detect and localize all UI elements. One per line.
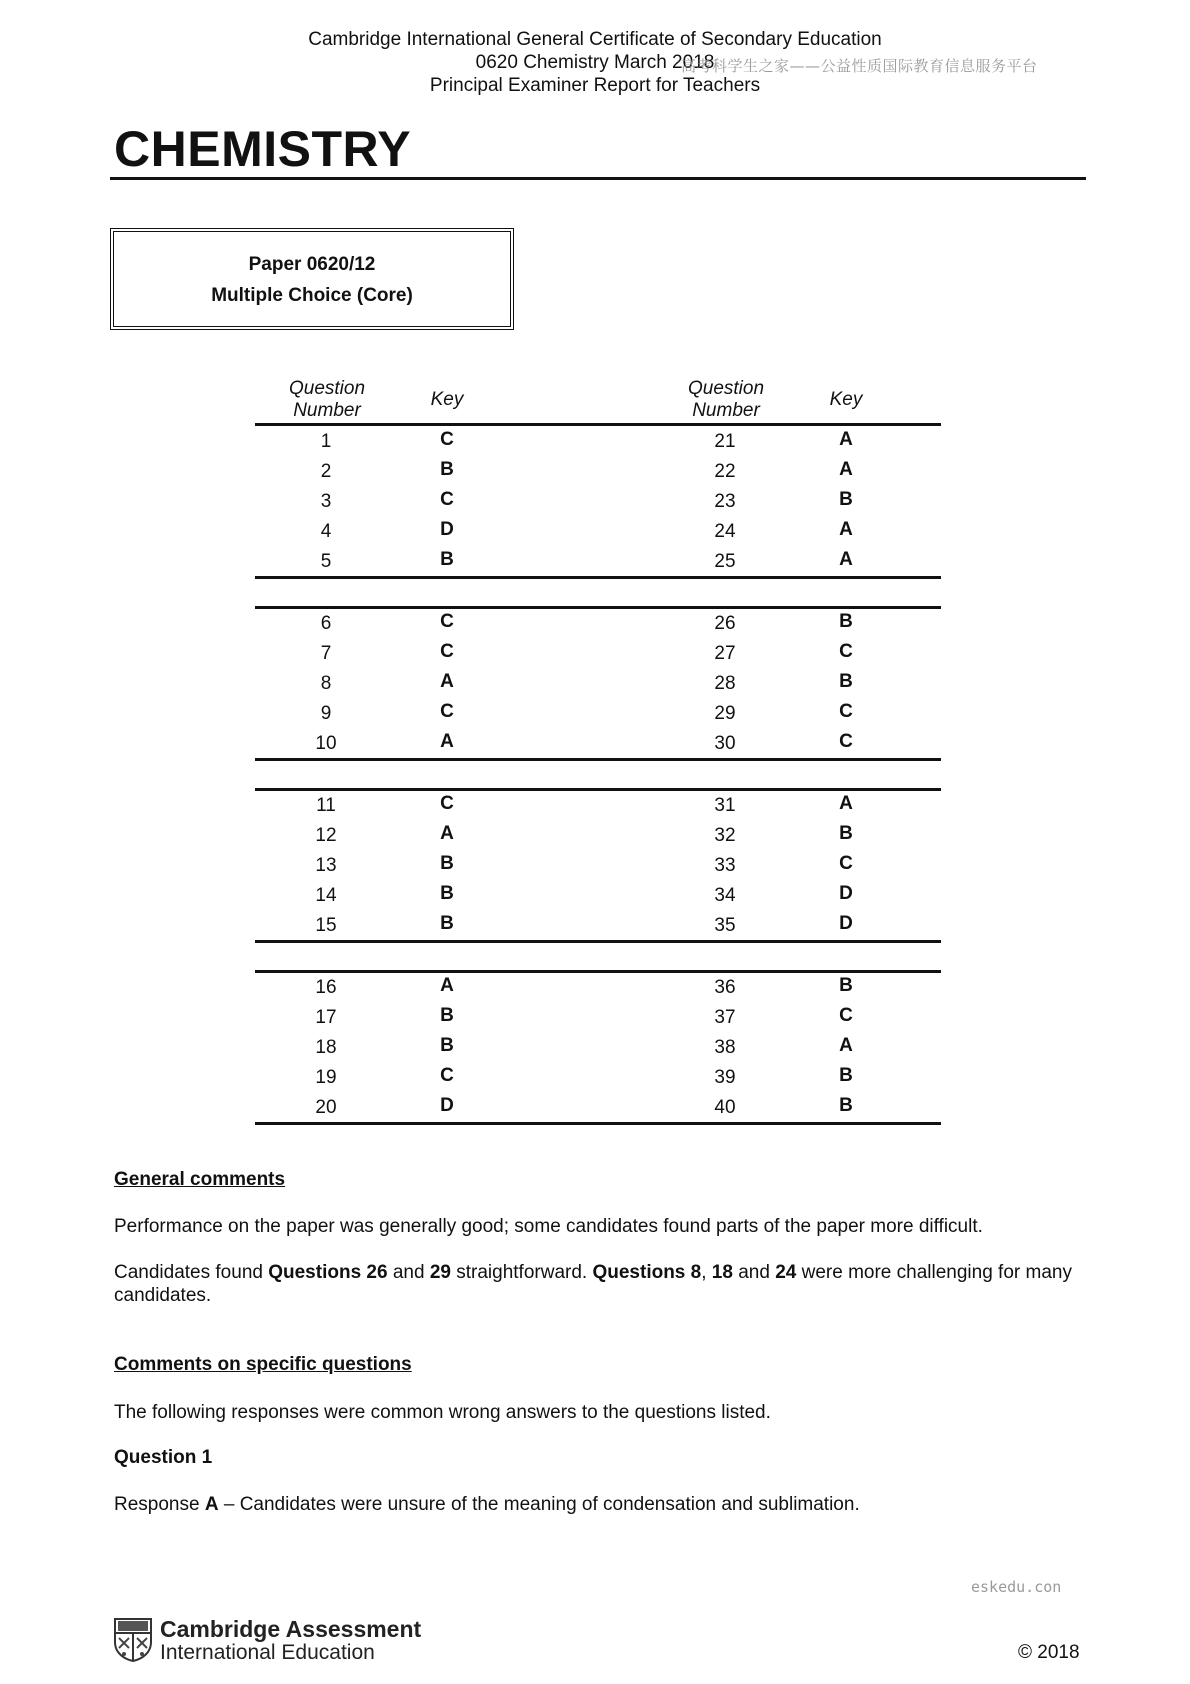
question-1-segment: A	[204, 1494, 219, 1515]
answer-key-34: D	[839, 883, 853, 904]
table-rule	[255, 788, 941, 791]
answer-key-39: B	[839, 1065, 853, 1086]
logo-line-1: Cambridge Assessment	[160, 1616, 422, 1642]
column-header-question-left: Question Number	[288, 378, 366, 421]
answer-key-11: C	[440, 793, 454, 814]
question-number-38: 38	[714, 1037, 736, 1058]
answer-key-27: C	[839, 641, 853, 662]
general-comments-segment: 18	[711, 1262, 733, 1283]
table-rule	[255, 606, 941, 609]
question-number-1: 1	[320, 431, 332, 452]
cambridge-crest-icon	[114, 1618, 152, 1662]
answer-key-33: C	[839, 853, 853, 874]
question-1-segment: – Candidates were unsure of the meaning of condensation and sublimation.	[218, 1494, 860, 1515]
paper-type: Multiple Choice (Core)	[211, 285, 413, 306]
answer-key-3: C	[440, 489, 454, 510]
answer-key-9: C	[440, 701, 454, 722]
question-number-18: 18	[315, 1037, 337, 1058]
footer-watermark: eskedu.con	[971, 1578, 1062, 1596]
question-number-7: 7	[320, 643, 332, 664]
question-number-33: 33	[714, 855, 736, 876]
answer-key-32: B	[839, 823, 853, 844]
question-number-14: 14	[315, 885, 337, 906]
answer-key-25: A	[839, 549, 853, 570]
answer-key-2: B	[440, 459, 454, 480]
answer-key-1: C	[440, 429, 454, 450]
question-1-segment: Response	[114, 1494, 205, 1515]
answer-key-7: C	[440, 641, 454, 662]
answer-key-16: A	[440, 975, 454, 996]
answer-key-13: B	[440, 853, 454, 874]
question-number-24: 24	[714, 521, 736, 542]
general-comments-para-1: Performance on the paper was generally good; some candidates found parts of the paper more difficult.	[114, 1216, 983, 1237]
question-number-32: 32	[714, 825, 736, 846]
question-number-3: 3	[320, 491, 332, 512]
general-comments-segment: ,	[701, 1262, 712, 1283]
question-number-8: 8	[320, 673, 332, 694]
question-number-16: 16	[315, 977, 337, 998]
answer-key-36: B	[839, 975, 853, 996]
paper-info-box	[110, 228, 514, 330]
answer-key-20: D	[440, 1095, 454, 1116]
column-header-key-right: Key	[829, 389, 863, 410]
answer-key-24: A	[839, 519, 853, 540]
question-number-22: 22	[714, 461, 736, 482]
question-number-23: 23	[714, 491, 736, 512]
answer-key-40: B	[839, 1095, 853, 1116]
answer-key-30: C	[839, 731, 853, 752]
header-line-1: Cambridge International General Certificate of Secondary Education	[308, 29, 882, 50]
answer-key-21: A	[839, 429, 853, 450]
specific-comments-intro: The following responses were common wrong answers to the questions listed.	[114, 1402, 771, 1423]
general-comments-segment: straightforward.	[450, 1262, 593, 1283]
question-number-15: 15	[315, 915, 337, 936]
title-divider	[110, 177, 1086, 180]
column-header-question-right: Question Number	[687, 378, 765, 421]
header-line-2: 0620 Chemistry March 2018	[475, 52, 715, 73]
answer-key-10: A	[440, 731, 454, 752]
answer-key-38: A	[839, 1035, 853, 1056]
general-comments-segment: 24	[775, 1262, 797, 1283]
table-rule	[255, 423, 941, 426]
question-number-2: 2	[320, 461, 332, 482]
answer-key-31: A	[839, 793, 853, 814]
question-number-34: 34	[714, 885, 736, 906]
question-number-19: 19	[315, 1067, 337, 1088]
table-rule	[255, 1122, 941, 1125]
answer-key-4: D	[440, 519, 454, 540]
header-watermark: 高考科学生之家——公益性质国际教育信息服务平台	[681, 57, 1038, 75]
question-number-31: 31	[714, 795, 736, 816]
answer-key-8: A	[440, 671, 454, 692]
table-rule	[255, 940, 941, 943]
logo-line-2: International Education	[160, 1641, 375, 1664]
answer-key-22: A	[839, 459, 853, 480]
question-number-20: 20	[315, 1097, 337, 1118]
answer-key-15: B	[440, 913, 454, 934]
question-number-35: 35	[714, 915, 736, 936]
question-number-21: 21	[714, 431, 736, 452]
table-rule	[255, 576, 941, 579]
general-comments-heading: General comments	[114, 1169, 286, 1190]
general-comments-segment: Candidates found	[114, 1262, 269, 1283]
question-number-25: 25	[714, 551, 736, 572]
question-number-11: 11	[316, 795, 336, 816]
table-rule	[255, 758, 941, 761]
question-number-10: 10	[315, 733, 337, 754]
paper-code: Paper 0620/12	[248, 254, 376, 275]
answer-key-37: C	[839, 1005, 853, 1026]
general-comments-segment: and	[732, 1262, 776, 1283]
question-number-5: 5	[320, 551, 332, 572]
question-number-26: 26	[714, 613, 736, 634]
page-title: CHEMISTRY	[114, 121, 412, 177]
answer-key-5: B	[440, 549, 454, 570]
copyright: © 2018	[1018, 1642, 1080, 1663]
answer-key-23: B	[839, 489, 853, 510]
specific-comments-heading: Comments on specific questions	[114, 1354, 412, 1375]
question-number-4: 4	[320, 521, 332, 542]
general-comments-segment: Questions 26	[268, 1262, 388, 1283]
answer-key-29: C	[839, 701, 853, 722]
cambridge-logo	[114, 1616, 422, 1666]
question-1-heading: Question 1	[114, 1447, 213, 1468]
question-number-12: 12	[315, 825, 337, 846]
answer-key-14: B	[440, 883, 454, 904]
question-number-40: 40	[714, 1097, 736, 1118]
table-rule	[255, 970, 941, 973]
question-number-9: 9	[320, 703, 332, 724]
general-comments-segment: and	[387, 1262, 430, 1283]
question-1-comment	[114, 1493, 1084, 1516]
general-comments-segment: were more challenging for many candidates.	[114, 1262, 1072, 1306]
question-number-17: 17	[315, 1007, 337, 1028]
answer-key-35: D	[839, 913, 853, 934]
answer-key-6: C	[440, 611, 454, 632]
question-number-13: 13	[315, 855, 337, 876]
general-comments-para-2	[114, 1261, 1084, 1307]
question-number-39: 39	[714, 1067, 736, 1088]
answer-key-18: B	[440, 1035, 454, 1056]
answer-key-12: A	[440, 823, 454, 844]
general-comments-segment: 29	[429, 1262, 451, 1283]
column-header-key-left: Key	[430, 389, 464, 410]
question-number-29: 29	[714, 703, 736, 724]
general-comments-segment: Questions 8	[592, 1262, 702, 1283]
question-number-30: 30	[714, 733, 736, 754]
question-number-37: 37	[714, 1007, 736, 1028]
question-number-27: 27	[714, 643, 736, 664]
answer-key-28: B	[839, 671, 853, 692]
answer-key-19: C	[440, 1065, 454, 1086]
answer-key-26: B	[839, 611, 853, 632]
question-number-6: 6	[320, 613, 332, 634]
question-number-28: 28	[714, 673, 736, 694]
answer-key-17: B	[440, 1005, 454, 1026]
question-number-36: 36	[714, 977, 736, 998]
header-line-3: Principal Examiner Report for Teachers	[429, 75, 761, 96]
